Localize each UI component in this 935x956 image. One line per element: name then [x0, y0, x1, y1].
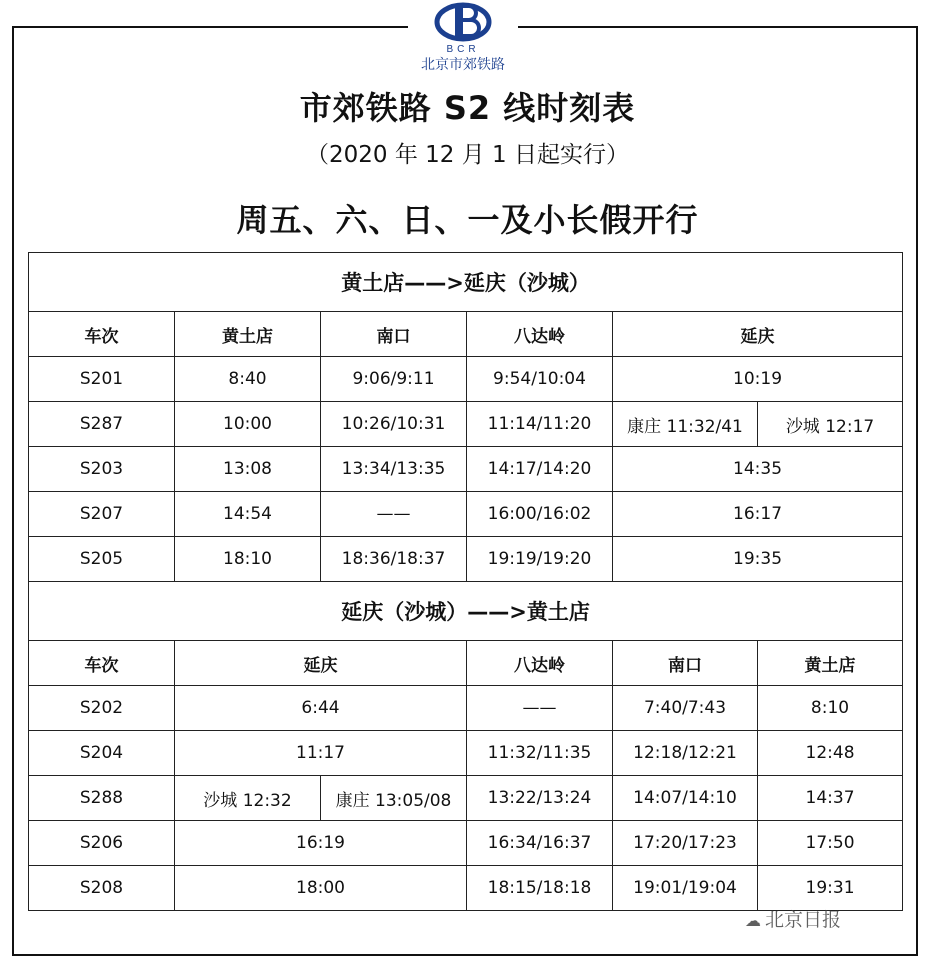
time-cell: 13:34/13:35: [321, 447, 467, 492]
time-cell: 18:15/18:18: [467, 866, 613, 911]
time-cell: 10:26/10:31: [321, 402, 467, 447]
time-cell: 沙城 12:32: [175, 776, 321, 821]
time-cell: 沙城 12:17: [758, 402, 903, 447]
train-number: S287: [29, 402, 175, 447]
time-cell: 11:14/11:20: [467, 402, 613, 447]
operating-days: 周五、六、日、一及小长假开行: [236, 201, 699, 239]
time-cell: 16:17: [613, 492, 903, 537]
train-number: S206: [29, 821, 175, 866]
outbound-header-row: [29, 312, 903, 357]
time-cell: 11:17: [175, 731, 467, 776]
header-train: 车次: [29, 312, 175, 357]
page-title: 市郊铁路 S2 线时刻表: [299, 89, 636, 127]
time-cell: 13:22/13:24: [467, 776, 613, 821]
time-cell: 9:54/10:04: [467, 357, 613, 402]
time-cell: 14:17/14:20: [467, 447, 613, 492]
inbound-header-row: [29, 641, 903, 686]
time-cell: 7:40/7:43: [613, 686, 758, 731]
bcr-logo-icon: [433, 0, 493, 46]
time-cell: 14:07/14:10: [613, 776, 758, 821]
outbound-direction: 黄土店——>延庆（沙城）: [29, 253, 903, 312]
time-cell: 康庄 11:32/41: [613, 402, 758, 447]
bcr-logo: [408, 0, 518, 82]
train-number: S207: [29, 492, 175, 537]
header-station: 黄土店: [758, 641, 903, 686]
inbound-direction: 延庆（沙城）——>黄土店: [29, 582, 903, 641]
time-cell: 14:37: [758, 776, 903, 821]
time-cell: 17:20/17:23: [613, 821, 758, 866]
table-row: [29, 686, 903, 731]
table-row: [29, 866, 903, 911]
inbound-direction-row: [29, 582, 903, 641]
header-station: 南口: [613, 641, 758, 686]
time-cell: 16:00/16:02: [467, 492, 613, 537]
time-cell: 8:40: [175, 357, 321, 402]
time-cell: 19:35: [613, 537, 903, 582]
header-station: 延庆: [613, 312, 903, 357]
time-cell: 19:19/19:20: [467, 537, 613, 582]
train-number: S203: [29, 447, 175, 492]
header-station: 南口: [321, 312, 467, 357]
table-row: [29, 537, 903, 582]
time-cell: 13:08: [175, 447, 321, 492]
header-station: 八达岭: [467, 312, 613, 357]
table-row: [29, 776, 903, 821]
table-row: [29, 357, 903, 402]
time-cell: 6:44: [175, 686, 467, 731]
header-station: 八达岭: [467, 641, 613, 686]
outbound-direction-row: [29, 253, 903, 312]
table-row: [29, 731, 903, 776]
table-row: [29, 821, 903, 866]
time-cell: 16:34/16:37: [467, 821, 613, 866]
time-cell: 8:10: [758, 686, 903, 731]
time-cell: ——: [467, 686, 613, 731]
header-station: 延庆: [175, 641, 467, 686]
logo-abbr: BCR: [446, 44, 480, 55]
train-number: S205: [29, 537, 175, 582]
time-cell: ——: [321, 492, 467, 537]
time-cell: 17:50: [758, 821, 903, 866]
train-number: S201: [29, 357, 175, 402]
time-cell: 10:19: [613, 357, 903, 402]
time-cell: 18:00: [175, 866, 467, 911]
header-train: 车次: [29, 641, 175, 686]
logo-org-name: 北京市郊铁路: [421, 57, 505, 73]
train-number: S288: [29, 776, 175, 821]
wechat-icon: ☁: [745, 911, 761, 930]
train-number: S202: [29, 686, 175, 731]
time-cell: 12:18/12:21: [613, 731, 758, 776]
time-cell: 9:06/9:11: [321, 357, 467, 402]
time-cell: 12:48: [758, 731, 903, 776]
header-station: 黄土店: [175, 312, 321, 357]
time-cell: 14:35: [613, 447, 903, 492]
time-cell: 11:32/11:35: [467, 731, 613, 776]
train-number: S204: [29, 731, 175, 776]
time-cell: 19:31: [758, 866, 903, 911]
watermark-text: 北京日报: [765, 909, 842, 931]
time-cell: 18:10: [175, 537, 321, 582]
effective-date: （2020 年 12 月 1 日起实行）: [306, 142, 629, 168]
table-row: [29, 402, 903, 447]
source-watermark: [745, 905, 841, 932]
time-cell: 康庄 13:05/08: [321, 776, 467, 821]
timetable: [28, 252, 903, 911]
time-cell: 10:00: [175, 402, 321, 447]
table-row: [29, 447, 903, 492]
time-cell: 19:01/19:04: [613, 866, 758, 911]
time-cell: 18:36/18:37: [321, 537, 467, 582]
time-cell: 16:19: [175, 821, 467, 866]
time-cell: 14:54: [175, 492, 321, 537]
table-row: [29, 492, 903, 537]
train-number: S208: [29, 866, 175, 911]
